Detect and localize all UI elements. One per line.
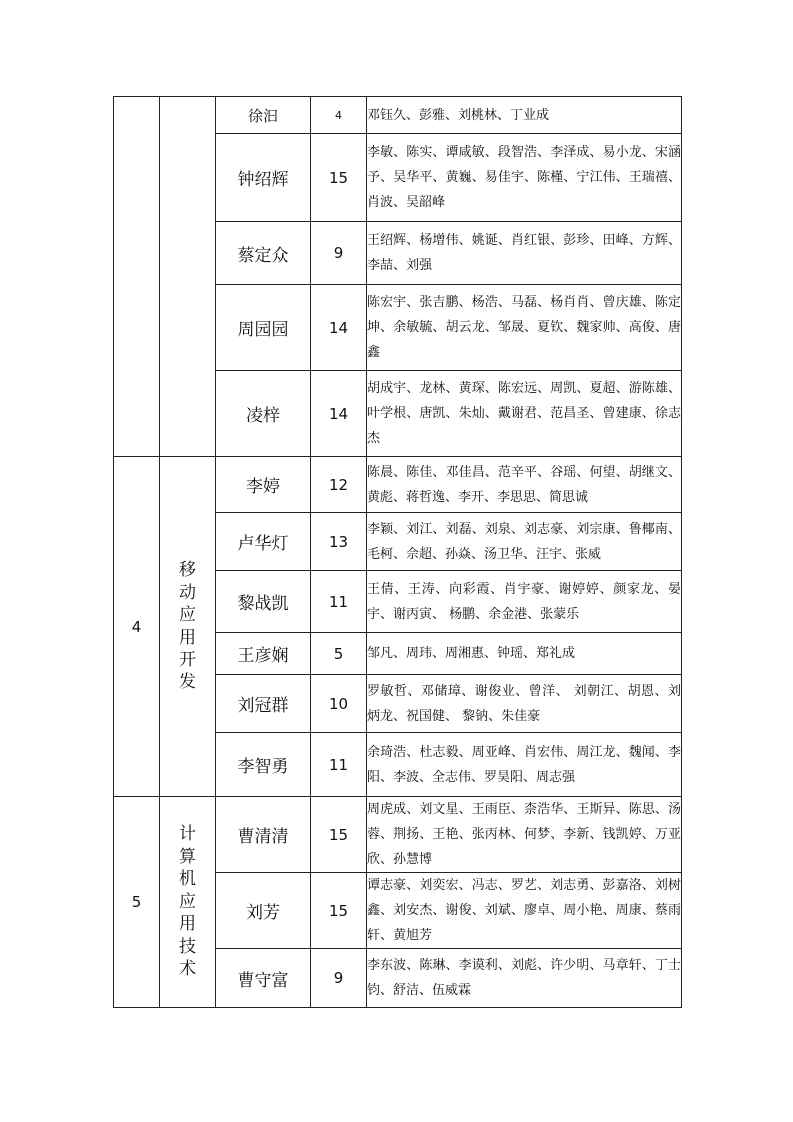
students-cell: 陈宏宇、张吉鹏、杨浩、马磊、杨肖肖、曾庆雄、陈定坤、余敏毓、胡云龙、邹晟、夏钦、魏家帅、高俊、唐鑫 — [367, 285, 682, 371]
assignment-table — [113, 96, 682, 1008]
students-cell: 李颖、刘江、刘磊、刘泉、刘志豪、刘宗康、鲁椰南、毛柯、佘超、孙焱、汤卫华、汪宇、张威 — [367, 513, 682, 571]
students-cell: 李敏、陈实、谭咸敏、段智浩、李泽成、易小龙、宋涵予、吴华平、黄巍、易佳宇、陈槿、宁江伟、王瑞禧、肖波、吴韶峰 — [367, 134, 682, 222]
count-cell: 10 — [311, 675, 367, 733]
students-cell: 谭志豪、刘奕宏、冯志、罗艺、刘志勇、彭嘉洛、刘树鑫、刘安杰、谢俊、刘斌、廖卓、周小艳、周康、蔡雨轩、黄旭芳 — [367, 873, 682, 949]
teacher-cell: 凌梓 — [216, 371, 311, 457]
table-row — [114, 457, 682, 513]
teacher-cell: 刘冠群 — [216, 675, 311, 733]
major-cell — [160, 97, 216, 457]
teacher-cell: 李智勇 — [216, 733, 311, 797]
students-cell: 陈晨、陈佳、邓佳昌、范辛平、谷瑶、何望、胡继文、黄彪、蒋哲逸、李开、李思思、简思诚 — [367, 457, 682, 513]
students-cell: 余琦浩、杜志毅、周亚峰、肖宏伟、周江龙、魏闻、李阳、李波、全志伟、罗昊阳、周志强 — [367, 733, 682, 797]
major-name: 计算机应用技术 — [179, 824, 196, 980]
teacher-cell: 周园园 — [216, 285, 311, 371]
count-cell: 4 — [311, 97, 367, 134]
students-cell: 周虎成、刘文星、王雨臣、柰浩华、王斯异、陈思、汤蓉、荆扬、王艳、张丙林、何梦、李新、钱凯婷、万亚欣、孙慧博 — [367, 797, 682, 873]
teacher-cell: 刘芳 — [216, 873, 311, 949]
count-cell: 9 — [311, 949, 367, 1008]
count-cell: 5 — [311, 633, 367, 675]
students-cell: 李东波、陈琳、李谟利、刘彪、许少明、马章轩、丁士钧、舒洁、伍威霖 — [367, 949, 682, 1008]
count-cell: 15 — [311, 873, 367, 949]
teacher-cell: 卢华灯 — [216, 513, 311, 571]
count-cell: 11 — [311, 733, 367, 797]
major-name: 移动应用开发 — [179, 560, 196, 693]
students-cell: 王倩、王涛、向彩霞、肖宇豪、谢婷婷、颜家龙、晏宇、谢丙寅、 杨鹏、余金港、张蒙乐 — [367, 571, 682, 633]
students-cell: 邓钰久、彭雅、刘桃林、丁业成 — [367, 97, 682, 134]
count-cell: 15 — [311, 134, 367, 222]
group-number-cell: 4 — [114, 457, 160, 797]
group-number-cell: 5 — [114, 797, 160, 1008]
major-cell — [160, 457, 216, 797]
students-cell: 胡成宇、龙林、黄琛、陈宏远、周凯、夏超、游陈雄、叶学根、唐凯、朱灿、戴谢君、范昌圣、曾建康、徐志杰 — [367, 371, 682, 457]
table-row — [114, 97, 682, 134]
teacher-cell: 钟绍辉 — [216, 134, 311, 222]
count-cell: 13 — [311, 513, 367, 571]
major-cell — [160, 797, 216, 1008]
teacher-cell: 曹清清 — [216, 797, 311, 873]
students-cell: 王绍辉、杨增伟、姚诞、肖红银、彭珍、田峰、方辉、李喆、刘强 — [367, 222, 682, 285]
teacher-cell: 蔡定众 — [216, 222, 311, 285]
count-cell: 14 — [311, 285, 367, 371]
teacher-cell: 王彦娴 — [216, 633, 311, 675]
count-cell: 15 — [311, 797, 367, 873]
count-cell: 14 — [311, 371, 367, 457]
count-cell: 9 — [311, 222, 367, 285]
students-cell: 罗敏哲、邓储璋、谢俊业、曾洋、 刘朝江、胡恩、刘炳龙、祝国健、 黎钠、朱佳豪 — [367, 675, 682, 733]
group-number-cell — [114, 97, 160, 457]
count-cell: 12 — [311, 457, 367, 513]
count-cell: 11 — [311, 571, 367, 633]
table-row — [114, 797, 682, 873]
teacher-cell: 黎战凯 — [216, 571, 311, 633]
students-cell: 邹凡、周玮、周湘惠、钟瑶、郑礼成 — [367, 633, 682, 675]
teacher-cell: 李婷 — [216, 457, 311, 513]
teacher-cell: 曹守富 — [216, 949, 311, 1008]
teacher-cell: 徐汩 — [216, 97, 311, 134]
